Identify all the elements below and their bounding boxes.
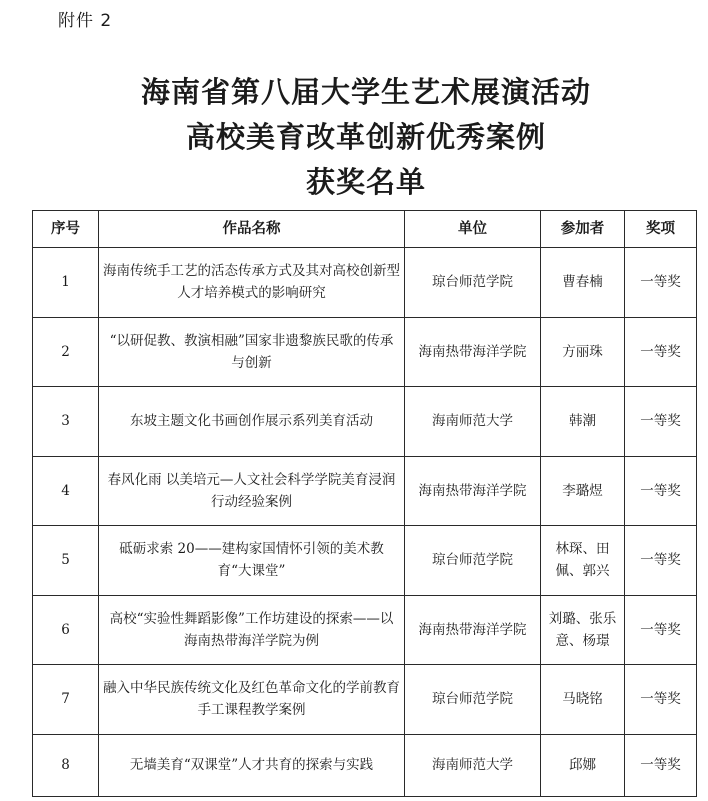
table-row [33, 317, 697, 387]
table-row [33, 387, 697, 457]
header-award: 奖项 [625, 211, 697, 248]
cell-work-title: 春风化雨 以美培元—人文社会科学学院美育浸润行动经验案例 [99, 456, 405, 526]
cell-work-title: 东坡主题文化书画创作展示系列美育活动 [99, 387, 405, 457]
attachment-label: 附件 2 [58, 11, 113, 31]
cell-work-title: 海南传统手工艺的活态传承方式及其对高校创新型人才培养模式的影响研究 [99, 248, 405, 318]
table-row [33, 665, 697, 735]
cell-award: 一等奖 [625, 248, 697, 318]
cell-unit: 海南热带海洋学院 [405, 317, 541, 387]
header-participants: 参加者 [541, 211, 625, 248]
cell-work-title: “以研促教、教演相融”国家非遗黎族民歌的传承与创新 [99, 317, 405, 387]
table-row [33, 734, 697, 796]
cell-participants: 方丽珠 [541, 317, 625, 387]
cell-number: 2 [33, 317, 99, 387]
cell-award: 一等奖 [625, 526, 697, 596]
awards-table [32, 210, 697, 797]
cell-award: 一等奖 [625, 595, 697, 665]
cell-award: 一等奖 [625, 387, 697, 457]
cell-unit: 琼台师范学院 [405, 248, 541, 318]
cell-work-title: 无墙美育“双课堂”人才共育的探索与实践 [99, 734, 405, 796]
cell-award: 一等奖 [625, 317, 697, 387]
table-row [33, 456, 697, 526]
cell-award: 一等奖 [625, 665, 697, 735]
cell-number: 5 [33, 526, 99, 596]
table-header-row [33, 211, 697, 248]
cell-unit: 琼台师范学院 [405, 665, 541, 735]
cell-number: 6 [33, 595, 99, 665]
cell-participants: 曹春楠 [541, 248, 625, 318]
cell-unit: 海南师范大学 [405, 734, 541, 796]
cell-unit: 海南热带海洋学院 [405, 595, 541, 665]
table-row [33, 595, 697, 665]
cell-unit: 琼台师范学院 [405, 526, 541, 596]
cell-participants: 李璐煜 [541, 456, 625, 526]
cell-award: 一等奖 [625, 734, 697, 796]
cell-number: 4 [33, 456, 99, 526]
cell-work-title: 融入中华民族传统文化及红色革命文化的学前教育手工课程教学案例 [99, 665, 405, 735]
header-work-title: 作品名称 [99, 211, 405, 248]
header-number: 序号 [33, 211, 99, 248]
cell-number: 8 [33, 734, 99, 796]
document-title-line-1: 海南省第八届大学生艺术展演活动 [140, 75, 591, 109]
document-title-line-3: 获奖名单 [305, 165, 426, 199]
cell-number: 7 [33, 665, 99, 735]
cell-participants: 林琛、田佩、郭兴 [541, 526, 625, 596]
document-title-line-2: 高校美育改革创新优秀案例 [185, 120, 546, 154]
cell-work-title: 砥砺求索 20——建构家国情怀引领的美术教育“大课堂” [99, 526, 405, 596]
cell-award: 一等奖 [625, 456, 697, 526]
cell-participants: 马晓铭 [541, 665, 625, 735]
cell-unit: 海南师范大学 [405, 387, 541, 457]
cell-work-title: 高校“实验性舞蹈影像”工作坊建设的探索——以海南热带海洋学院为例 [99, 595, 405, 665]
cell-number: 3 [33, 387, 99, 457]
header-unit: 单位 [405, 211, 541, 248]
cell-participants: 邱娜 [541, 734, 625, 796]
cell-participants: 韩潮 [541, 387, 625, 457]
table-row [33, 248, 697, 318]
cell-unit: 海南热带海洋学院 [405, 456, 541, 526]
cell-number: 1 [33, 248, 99, 318]
cell-participants: 刘璐、张乐意、杨璟 [541, 595, 625, 665]
table-row [33, 526, 697, 596]
